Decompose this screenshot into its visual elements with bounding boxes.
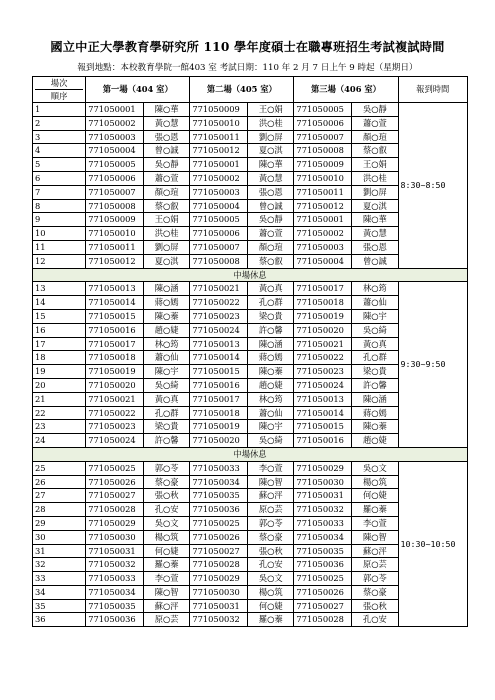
room2-name-cell: 洪○桂: [248, 116, 294, 130]
room3-id-cell: 771050014: [294, 406, 352, 420]
room1-name-cell: 張○秋: [144, 489, 190, 503]
room3-id-cell: 771050008: [294, 144, 352, 158]
room2-id-cell: 771050005: [190, 213, 248, 227]
room1-id-cell: 771050012: [86, 254, 144, 268]
room2-id-cell: 771050011: [190, 130, 248, 144]
room1-name-cell: 孔○安: [144, 503, 190, 517]
header-order: 順序: [50, 91, 68, 101]
room3-id-cell: 771050027: [294, 599, 352, 613]
room3-id-cell: 771050036: [294, 558, 352, 572]
room3-name-cell: 陳○涵: [352, 392, 398, 406]
room1-id-cell: 771050014: [86, 296, 144, 310]
room2-name-cell: 顏○瑄: [248, 240, 294, 254]
room2-id-cell: 771050008: [190, 254, 248, 268]
room2-id-cell: 771050016: [190, 378, 248, 392]
room1-id-cell: 771050026: [86, 475, 144, 489]
room2-id-cell: 771050012: [190, 144, 248, 158]
room1-id-cell: 771050032: [86, 558, 144, 572]
header-room-2: 第二場（405 室）: [190, 77, 294, 103]
room3-id-cell: 771050021: [294, 337, 352, 351]
room3-name-cell: 曾○誠: [352, 254, 398, 268]
room3-name-cell: 吳○綺: [352, 323, 398, 337]
room2-id-cell: 771050004: [190, 199, 248, 213]
order-cell: 22: [33, 406, 86, 420]
room2-id-cell: 771050003: [190, 185, 248, 199]
order-cell: 14: [33, 296, 86, 310]
room1-name-cell: 陳○智: [144, 585, 190, 599]
room1-name-cell: 顏○瑄: [144, 185, 190, 199]
room1-name-cell: 張○恩: [144, 130, 190, 144]
room3-id-cell: 771050035: [294, 544, 352, 558]
room3-name-cell: 蘇○泙: [352, 544, 398, 558]
room3-name-cell: 夏○淇: [352, 199, 398, 213]
room2-id-cell: 771050010: [190, 116, 248, 130]
room3-id-cell: 771050012: [294, 199, 352, 213]
room2-name-cell: 何○婕: [248, 599, 294, 613]
room1-name-cell: 吳○綺: [144, 378, 190, 392]
room3-id-cell: 771050031: [294, 489, 352, 503]
schedule-table: [32, 76, 468, 627]
room2-name-cell: 王○娟: [248, 103, 294, 117]
order-cell: 31: [33, 544, 86, 558]
room3-id-cell: 771050032: [294, 503, 352, 517]
order-cell: 34: [33, 585, 86, 599]
room2-id-cell: 771050015: [190, 365, 248, 379]
room2-name-cell: 孔○安: [248, 558, 294, 572]
room2-name-cell: 原○芸: [248, 503, 294, 517]
room1-name-cell: 蕭○萱: [144, 171, 190, 185]
room2-id-cell: 771050032: [190, 613, 248, 627]
order-cell: 11: [33, 240, 86, 254]
room1-id-cell: 771050036: [86, 613, 144, 627]
break-row: [33, 447, 468, 461]
order-cell: 12: [33, 254, 86, 268]
room1-id-cell: 771050029: [86, 516, 144, 530]
room1-id-cell: 771050001: [86, 103, 144, 117]
room1-name-cell: 孔○群: [144, 406, 190, 420]
table-row: [33, 103, 468, 117]
room2-name-cell: 陳○華: [248, 158, 294, 172]
room2-name-cell: 陳○智: [248, 475, 294, 489]
room1-id-cell: 771050004: [86, 144, 144, 158]
room2-id-cell: 771050022: [190, 296, 248, 310]
room3-id-cell: 771050002: [294, 227, 352, 241]
room3-name-cell: 王○娟: [352, 158, 398, 172]
order-cell: 25: [33, 461, 86, 475]
room2-id-cell: 771050033: [190, 461, 248, 475]
room3-name-cell: 陳○華: [352, 213, 398, 227]
room1-name-cell: 蕭○仙: [144, 351, 190, 365]
room1-id-cell: 771050027: [86, 489, 144, 503]
order-cell: 21: [33, 392, 86, 406]
room3-name-cell: 蕭○萱: [352, 116, 398, 130]
room1-name-cell: 陳○華: [144, 103, 190, 117]
room2-name-cell: 許○馨: [248, 323, 294, 337]
room3-id-cell: 771050006: [294, 116, 352, 130]
room2-name-cell: 吳○靜: [248, 213, 294, 227]
header-room-1: 第一場（404 室）: [86, 77, 190, 103]
room1-name-cell: 夏○淇: [144, 254, 190, 268]
room2-id-cell: 771050028: [190, 558, 248, 572]
room3-id-cell: 771050013: [294, 392, 352, 406]
room1-id-cell: 771050020: [86, 378, 144, 392]
room3-id-cell: 771050017: [294, 282, 352, 296]
room3-id-cell: 771050018: [294, 296, 352, 310]
room1-name-cell: 王○娟: [144, 213, 190, 227]
room2-name-cell: 陳○蓁: [248, 365, 294, 379]
order-cell: 36: [33, 613, 86, 627]
room2-name-cell: 張○秋: [248, 544, 294, 558]
room1-id-cell: 771050010: [86, 227, 144, 241]
room3-name-cell: 林○筠: [352, 282, 398, 296]
room3-name-cell: 蔡○叡: [352, 144, 398, 158]
room3-id-cell: 771050004: [294, 254, 352, 268]
room3-id-cell: 771050015: [294, 420, 352, 434]
room2-id-cell: 771050021: [190, 282, 248, 296]
room1-id-cell: 771050011: [86, 240, 144, 254]
room1-id-cell: 771050006: [86, 171, 144, 185]
room2-name-cell: 蘇○泙: [248, 489, 294, 503]
order-cell: 3: [33, 130, 86, 144]
break-label: 中場休息: [33, 268, 468, 282]
room1-id-cell: 771050034: [86, 585, 144, 599]
room3-id-cell: 771050011: [294, 185, 352, 199]
order-cell: 8: [33, 199, 86, 213]
room2-id-cell: 771050002: [190, 171, 248, 185]
room2-id-cell: 771050020: [190, 434, 248, 448]
room2-id-cell: 771050027: [190, 544, 248, 558]
checkin-time-cell: 9:30~9:50: [398, 282, 467, 448]
break-label: 中場休息: [33, 447, 468, 461]
room3-name-cell: 陳○智: [352, 530, 398, 544]
schedule-body: [33, 103, 468, 627]
order-cell: 13: [33, 282, 86, 296]
room3-name-cell: 何○婕: [352, 489, 398, 503]
room3-name-cell: 許○馨: [352, 378, 398, 392]
room3-id-cell: 771050022: [294, 351, 352, 365]
header-row: [33, 77, 468, 103]
room1-id-cell: 771050021: [86, 392, 144, 406]
order-cell: 27: [33, 489, 86, 503]
room1-id-cell: 771050019: [86, 365, 144, 379]
order-cell: 35: [33, 599, 86, 613]
room3-id-cell: 771050025: [294, 572, 352, 586]
room1-name-cell: 何○婕: [144, 544, 190, 558]
order-cell: 15: [33, 309, 86, 323]
room3-id-cell: 771050026: [294, 585, 352, 599]
room3-id-cell: 771050024: [294, 378, 352, 392]
room1-name-cell: 陳○涵: [144, 282, 190, 296]
room2-name-cell: 林○筠: [248, 392, 294, 406]
order-cell: 16: [33, 323, 86, 337]
header-room-3: 第三場（406 室）: [294, 77, 398, 103]
room1-id-cell: 771050031: [86, 544, 144, 558]
room3-name-cell: 黃○真: [352, 337, 398, 351]
room2-id-cell: 771050035: [190, 489, 248, 503]
room3-id-cell: 771050033: [294, 516, 352, 530]
room2-id-cell: 771050024: [190, 323, 248, 337]
room2-name-cell: 蕭○萱: [248, 227, 294, 241]
order-cell: 26: [33, 475, 86, 489]
order-cell: 17: [33, 337, 86, 351]
room1-id-cell: 771050007: [86, 185, 144, 199]
room2-name-cell: 蕭○仙: [248, 406, 294, 420]
page-title: 國立中正大學教育學研究所 110 學年度碩士在職專班招生考試複試時間: [50, 40, 445, 54]
room3-id-cell: 771050028: [294, 613, 352, 627]
order-cell: 29: [33, 516, 86, 530]
order-cell: 33: [33, 572, 86, 586]
room3-name-cell: 張○恩: [352, 240, 398, 254]
room1-name-cell: 李○萱: [144, 572, 190, 586]
room3-name-cell: 蔡○豪: [352, 585, 398, 599]
room3-name-cell: 吳○文: [352, 461, 398, 475]
room1-id-cell: 771050013: [86, 282, 144, 296]
room3-id-cell: 771050023: [294, 365, 352, 379]
room1-id-cell: 771050024: [86, 434, 144, 448]
room3-id-cell: 771050009: [294, 158, 352, 172]
room3-id-cell: 771050019: [294, 309, 352, 323]
room3-id-cell: 771050007: [294, 130, 352, 144]
room1-id-cell: 771050008: [86, 199, 144, 213]
room2-name-cell: 陳○涵: [248, 337, 294, 351]
room3-id-cell: 771050034: [294, 530, 352, 544]
room3-name-cell: 吳○靜: [352, 103, 398, 117]
room1-id-cell: 771050028: [86, 503, 144, 517]
room2-id-cell: 771050031: [190, 599, 248, 613]
header-checkin-time: 報到時間: [398, 77, 467, 103]
room2-name-cell: 黃○慧: [248, 171, 294, 185]
room2-id-cell: 771050006: [190, 227, 248, 241]
room1-id-cell: 771050009: [86, 213, 144, 227]
room1-id-cell: 771050017: [86, 337, 144, 351]
room1-name-cell: 蔡○豪: [144, 475, 190, 489]
room1-name-cell: 蔣○嫣: [144, 296, 190, 310]
room1-id-cell: 771050005: [86, 158, 144, 172]
room2-name-cell: 張○恩: [248, 185, 294, 199]
room2-name-cell: 梁○貴: [248, 309, 294, 323]
room2-name-cell: 郭○苓: [248, 516, 294, 530]
room3-id-cell: 771050020: [294, 323, 352, 337]
room1-name-cell: 原○芸: [144, 613, 190, 627]
room1-id-cell: 771050033: [86, 572, 144, 586]
room1-name-cell: 陳○蓁: [144, 309, 190, 323]
room3-name-cell: 郭○苓: [352, 572, 398, 586]
room1-id-cell: 771050003: [86, 130, 144, 144]
room1-name-cell: 楊○筑: [144, 530, 190, 544]
table-row: [33, 461, 468, 475]
room3-name-cell: 黃○慧: [352, 227, 398, 241]
room3-name-cell: 洪○桂: [352, 171, 398, 185]
checkin-time-cell: 10:30~10:50: [398, 461, 467, 627]
room1-name-cell: 梁○貴: [144, 420, 190, 434]
order-cell: 18: [33, 351, 86, 365]
room3-id-cell: 771050010: [294, 171, 352, 185]
room3-id-cell: 771050003: [294, 240, 352, 254]
room2-name-cell: 吳○綺: [248, 434, 294, 448]
room1-id-cell: 771050016: [86, 323, 144, 337]
room2-name-cell: 蔣○嫣: [248, 351, 294, 365]
room3-name-cell: 原○芸: [352, 558, 398, 572]
room2-name-cell: 曾○誠: [248, 199, 294, 213]
room3-name-cell: 劉○屏: [352, 185, 398, 199]
room1-id-cell: 771050015: [86, 309, 144, 323]
room3-name-cell: 羅○蓁: [352, 503, 398, 517]
room2-name-cell: 楊○筑: [248, 585, 294, 599]
room1-name-cell: 黃○真: [144, 392, 190, 406]
room3-id-cell: 771050030: [294, 475, 352, 489]
room3-name-cell: 孔○安: [352, 613, 398, 627]
room2-name-cell: 羅○蓁: [248, 613, 294, 627]
room3-name-cell: 蕭○仙: [352, 296, 398, 310]
room2-id-cell: 771050001: [190, 158, 248, 172]
room2-name-cell: 吳○文: [248, 572, 294, 586]
order-cell: 32: [33, 558, 86, 572]
order-cell: 24: [33, 434, 86, 448]
room1-name-cell: 劉○屏: [144, 240, 190, 254]
room3-name-cell: 趙○婕: [352, 434, 398, 448]
room3-id-cell: 771050016: [294, 434, 352, 448]
order-cell: 7: [33, 185, 86, 199]
room1-name-cell: 陳○宇: [144, 365, 190, 379]
order-cell: 5: [33, 158, 86, 172]
room2-name-cell: 李○萱: [248, 461, 294, 475]
room3-id-cell: 771050005: [294, 103, 352, 117]
room1-id-cell: 771050035: [86, 599, 144, 613]
room3-name-cell: 張○秋: [352, 599, 398, 613]
room2-id-cell: 771050013: [190, 337, 248, 351]
room2-name-cell: 夏○淇: [248, 144, 294, 158]
room3-name-cell: 陳○蓁: [352, 420, 398, 434]
room2-id-cell: 771050007: [190, 240, 248, 254]
header-session: 場次: [35, 77, 83, 90]
room1-name-cell: 蘇○泙: [144, 599, 190, 613]
room1-name-cell: 吳○文: [144, 516, 190, 530]
room1-name-cell: 林○筠: [144, 337, 190, 351]
room2-id-cell: 771050018: [190, 406, 248, 420]
order-cell: 28: [33, 503, 86, 517]
page-subtitle: 報到地點：本校教育學院一館403 室 考試日期：110 年 2 月 7 日上午 9 時起（星期日）: [77, 63, 418, 73]
room1-id-cell: 771050025: [86, 461, 144, 475]
order-cell: 20: [33, 378, 86, 392]
room2-name-cell: 趙○婕: [248, 378, 294, 392]
order-cell: 1: [33, 103, 86, 117]
room2-name-cell: 劉○屏: [248, 130, 294, 144]
room1-name-cell: 蔡○叡: [144, 199, 190, 213]
room2-id-cell: 771050023: [190, 309, 248, 323]
room1-name-cell: 洪○桂: [144, 227, 190, 241]
room1-name-cell: 曾○誠: [144, 144, 190, 158]
room2-id-cell: 771050036: [190, 503, 248, 517]
checkin-time-cell: 8:30~8:50: [398, 103, 467, 269]
order-cell: 6: [33, 171, 86, 185]
order-cell: 2: [33, 116, 86, 130]
room3-id-cell: 771050029: [294, 461, 352, 475]
room3-id-cell: 771050001: [294, 213, 352, 227]
room1-name-cell: 許○馨: [144, 434, 190, 448]
room1-name-cell: 吳○靜: [144, 158, 190, 172]
order-cell: 9: [33, 213, 86, 227]
table-row: [33, 282, 468, 296]
break-row: [33, 268, 468, 282]
room2-id-cell: 771050019: [190, 420, 248, 434]
room1-name-cell: 郭○苓: [144, 461, 190, 475]
header-session-order: [33, 77, 86, 103]
room3-name-cell: 楊○筑: [352, 475, 398, 489]
room3-name-cell: 陳○宇: [352, 309, 398, 323]
room1-id-cell: 771050022: [86, 406, 144, 420]
room1-id-cell: 771050002: [86, 116, 144, 130]
room2-id-cell: 771050030: [190, 585, 248, 599]
room2-name-cell: 陳○宇: [248, 420, 294, 434]
room2-id-cell: 771050029: [190, 572, 248, 586]
room3-name-cell: 梁○貴: [352, 365, 398, 379]
room2-id-cell: 771050026: [190, 530, 248, 544]
room3-name-cell: 顏○瑄: [352, 130, 398, 144]
room3-name-cell: 孔○群: [352, 351, 398, 365]
room2-name-cell: 蔡○豪: [248, 530, 294, 544]
order-cell: 19: [33, 365, 86, 379]
order-cell: 4: [33, 144, 86, 158]
order-cell: 10: [33, 227, 86, 241]
room2-name-cell: 孔○群: [248, 296, 294, 310]
room1-id-cell: 771050030: [86, 530, 144, 544]
room2-name-cell: 黃○真: [248, 282, 294, 296]
room2-id-cell: 771050009: [190, 103, 248, 117]
room1-name-cell: 羅○蓁: [144, 558, 190, 572]
room1-name-cell: 黃○慧: [144, 116, 190, 130]
room1-name-cell: 趙○婕: [144, 323, 190, 337]
room3-name-cell: 蔣○嫣: [352, 406, 398, 420]
order-cell: 30: [33, 530, 86, 544]
room2-id-cell: 771050025: [190, 516, 248, 530]
room2-id-cell: 771050034: [190, 475, 248, 489]
room2-id-cell: 771050014: [190, 351, 248, 365]
room1-id-cell: 771050018: [86, 351, 144, 365]
room2-id-cell: 771050017: [190, 392, 248, 406]
order-cell: 23: [33, 420, 86, 434]
room1-id-cell: 771050023: [86, 420, 144, 434]
room2-name-cell: 蔡○叡: [248, 254, 294, 268]
room3-name-cell: 李○萱: [352, 516, 398, 530]
